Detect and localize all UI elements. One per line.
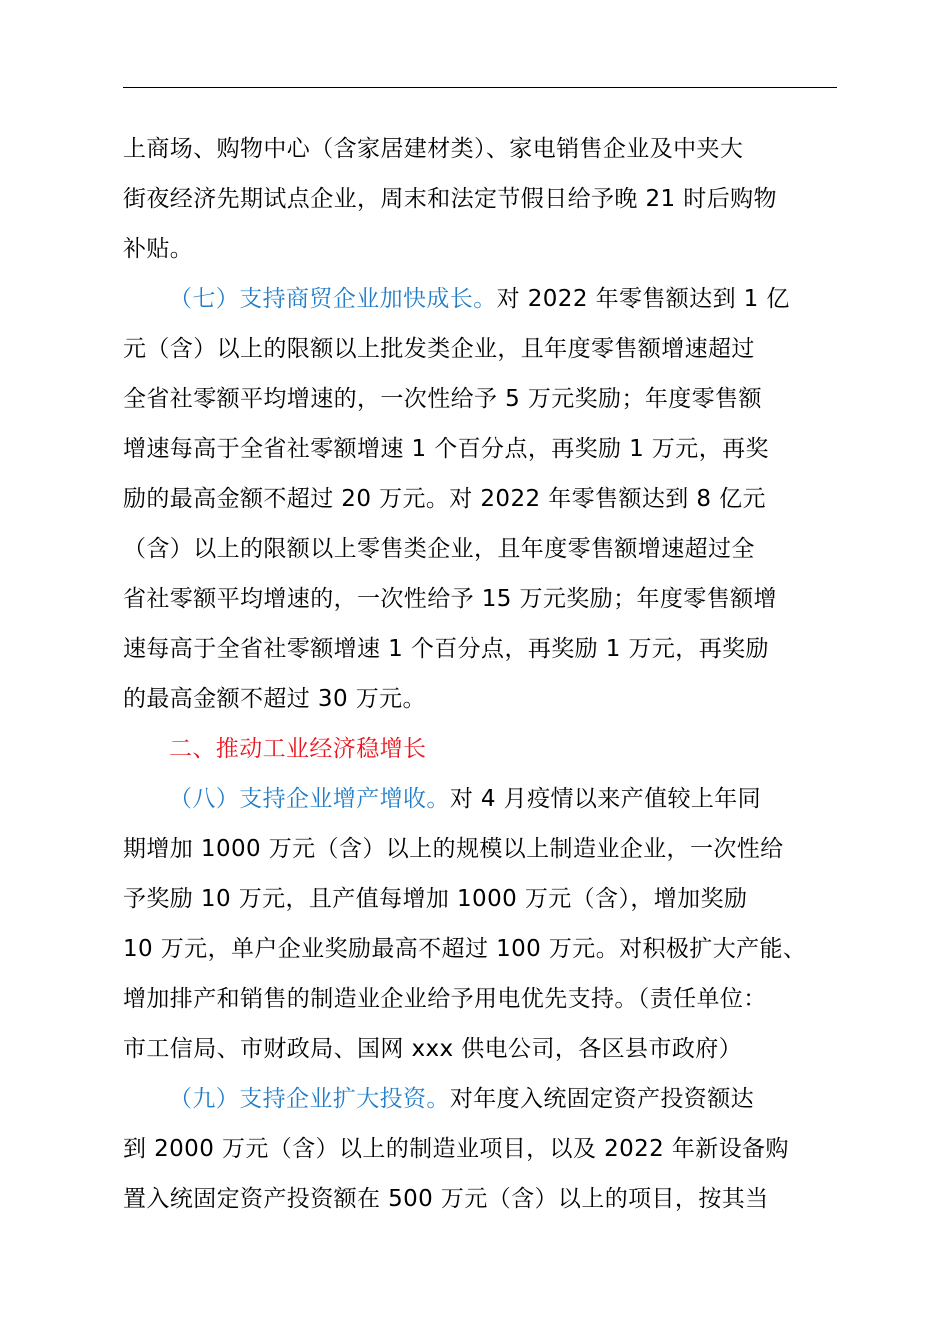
section-heading-line [123,274,843,324]
line-segment: 期增加 1000 万元（含）以上的规模以上制造业企业，一次性给 [123,836,784,862]
line-segment: 予奖励 10 万元，且产值每增加 1000 万元（含），增加奖励 [123,886,748,912]
text-line [123,374,843,424]
text-line [123,524,843,574]
line-segment: 上商场、购物中心（含家居建材类）、家电销售企业及中夹大 [123,136,744,162]
line-segment: 对年度入统固定资产投资额达 [449,1086,755,1112]
line-segment: 增加排产和销售的制造业企业给予用电优先支持。（责任单位： [123,986,767,1012]
text-line [123,924,843,974]
header-rule [123,87,837,88]
section-heading-line [123,774,843,824]
text-line [123,824,843,874]
text-line [123,1174,843,1224]
line-segment: （含）以上的限额以上零售类企业，且年度零售额增速超过全 [123,536,755,562]
text-line [123,324,843,374]
line-segment: 省社零额平均增速的，一次性给予 15 万元奖励；年度零售额增 [123,586,777,612]
line-segment: 10 万元，单户企业奖励最高不超过 100 万元。对积极扩大产能、 [123,936,807,962]
line-segment: 全省社零额平均增速的，一次性给予 5 万元奖励；年度零售额 [123,386,762,412]
document-body [123,124,843,1224]
section-heading-7: （七）支持商贸企业加快成长。 [169,286,497,312]
text-line [123,424,843,474]
line-segment: 的最高金额不超过 30 万元。 [123,686,426,712]
chapter-heading-line [123,724,843,774]
line-segment: 对 4 月疫情以来产值较上年同 [449,786,762,812]
line-segment: 街夜经济先期试点企业，周末和法定节假日给予晚 21 时后购物 [123,186,777,212]
line-segment: 市工信局、市财政局、国网 xxx 供电公司，各区县市政府） [123,1036,743,1062]
line-segment: 增速每高于全省社零额增速 1 个百分点，再奖励 1 万元，再奖 [123,436,769,462]
text-line [123,224,843,274]
line-segment: 置入统固定资产投资额在 500 万元（含）以上的项目，按其当 [123,1186,769,1212]
text-line [123,674,843,724]
line-segment: 励的最高金额不超过 20 万元。对 2022 年零售额达到 8 亿元 [123,486,766,512]
line-segment: 到 2000 万元（含）以上的制造业项目，以及 2022 年新设备购 [123,1136,789,1162]
line-segment: 对 2022 年零售额达到 1 亿 [496,286,790,312]
text-line [123,474,843,524]
text-line [123,974,843,1024]
text-line [123,1024,843,1074]
text-line [123,124,843,174]
text-line [123,174,843,224]
section-heading-8: （八）支持企业增产增收。 [169,786,450,812]
line-segment: 元（含）以上的限额以上批发类企业，且年度零售额增速超过 [123,336,755,362]
section-heading-9: （九）支持企业扩大投资。 [169,1086,450,1112]
chapter-heading-2: 二、推动工业经济稳增长 [169,736,427,762]
text-line [123,574,843,624]
text-line [123,624,843,674]
line-segment: 速每高于全省社零额增速 1 个百分点，再奖励 1 万元，再奖励 [123,636,769,662]
text-line [123,874,843,924]
section-heading-line [123,1074,843,1124]
text-line [123,1124,843,1174]
line-segment: 补贴。 [123,236,194,262]
